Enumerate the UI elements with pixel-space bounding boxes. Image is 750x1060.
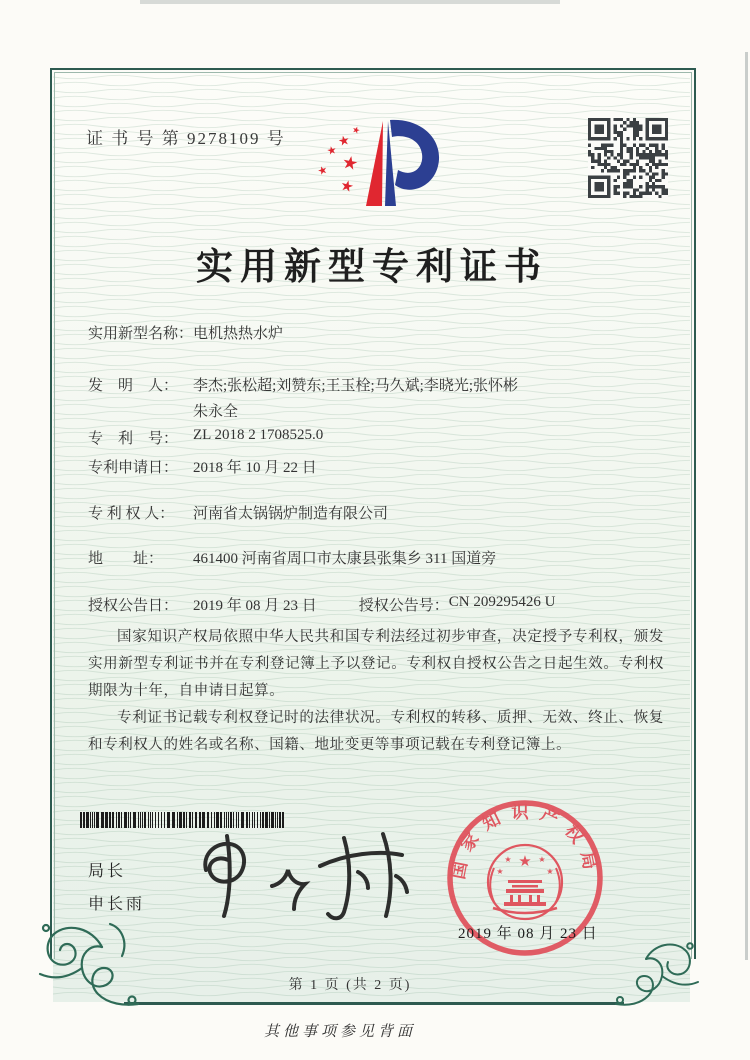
field-value: CN 209295426 U bbox=[448, 594, 556, 610]
svg-text:★: ★ bbox=[546, 867, 554, 876]
field-label: 实用新型名称： bbox=[88, 326, 194, 342]
field-label: 专 利 权 人： bbox=[88, 506, 175, 522]
field-label: 专利申请日： bbox=[88, 460, 179, 476]
field-row-inventors bbox=[88, 374, 518, 395]
field-value: 461400 河南省周口市太康县张集乡 311 国道旁 bbox=[193, 551, 497, 567]
field-value: ZL 2018 2 1708525.0 bbox=[193, 427, 324, 443]
field-value: 2018 年 10 月 22 日 bbox=[193, 460, 317, 476]
field-label: 专 利 号： bbox=[88, 431, 179, 447]
scan-edge-top bbox=[140, 0, 560, 4]
field-label: 发 明 人： bbox=[88, 378, 179, 394]
qr-code bbox=[588, 118, 668, 198]
field-row-address bbox=[88, 547, 496, 568]
logo-star-icon: ★ bbox=[316, 163, 330, 179]
legal-text-block bbox=[88, 624, 664, 759]
cnipa-logo bbox=[298, 108, 458, 230]
certificate-frame-bottom-line bbox=[124, 1002, 624, 1005]
director-name: 申长雨 bbox=[88, 896, 146, 913]
director-signature bbox=[186, 824, 416, 924]
field-row-patent-number bbox=[88, 427, 323, 448]
logo-star-icon: ★ bbox=[325, 144, 338, 158]
legal-paragraph-1: 国家知识产权局依照中华人民共和国专利法经过初步审查，决定授予专利权，颁发实用新型专利证书并在专利登记簿上予以登记。专利权自授权公告之日起生效。专利权期限为十年，自申请日起算。 bbox=[88, 629, 664, 699]
field-row-filing-date bbox=[88, 456, 317, 477]
svg-text:★: ★ bbox=[504, 855, 512, 864]
svg-text:★: ★ bbox=[518, 852, 532, 870]
field-value: 河南省太锅锅炉制造有限公司 bbox=[193, 506, 389, 522]
logo-star-icon: ★ bbox=[340, 151, 360, 175]
logo-star-icon: ★ bbox=[350, 124, 362, 137]
field-value: 2019 年 08 月 23 日 bbox=[193, 598, 317, 614]
national-emblem-icon bbox=[488, 845, 562, 919]
field-label: 授权公告号： bbox=[358, 598, 449, 614]
field-value: 李杰;张松超;刘赞东;王玉栓;马久斌;李晓光;张怀彬 bbox=[193, 378, 519, 394]
page-indicator: 第 1 页 (共 2 页) bbox=[288, 978, 412, 993]
field-row-grant bbox=[88, 594, 555, 615]
svg-text:★: ★ bbox=[496, 867, 504, 876]
svg-text:★: ★ bbox=[538, 855, 546, 864]
legal-paragraph-2: 专利证书记载专利权登记时的法律状况。专利权的转移、质押、无效、终止、恢复和专利权人的姓名或名称、国籍、地址变更等事项记载在专利登记簿上。 bbox=[88, 710, 664, 753]
field-label: 地 址： bbox=[88, 551, 164, 567]
scan-edge-right bbox=[745, 52, 748, 960]
logo-star-icon: ★ bbox=[338, 177, 356, 197]
corner-flourish-left-icon bbox=[20, 916, 142, 1010]
certificate-number: 证 书 号 第 9278109 号 bbox=[86, 129, 286, 148]
seal-text: 国家知识产权局 bbox=[447, 802, 603, 881]
back-note: 其他事项参见背面 bbox=[263, 1024, 416, 1040]
field-row-name bbox=[88, 322, 283, 343]
seal-date: 2019 年 08 月 23 日 bbox=[458, 926, 598, 942]
field-value: 电机热热水炉 bbox=[193, 326, 284, 342]
logo-star-icon: ★ bbox=[336, 131, 352, 150]
field-value-continued: 朱永全 bbox=[193, 404, 239, 420]
field-row-patentee bbox=[88, 502, 388, 523]
field-label: 授权公告日： bbox=[88, 598, 179, 614]
certificate-title: 实用新型专利证书 bbox=[196, 247, 548, 288]
director-title: 局长 bbox=[88, 863, 127, 880]
